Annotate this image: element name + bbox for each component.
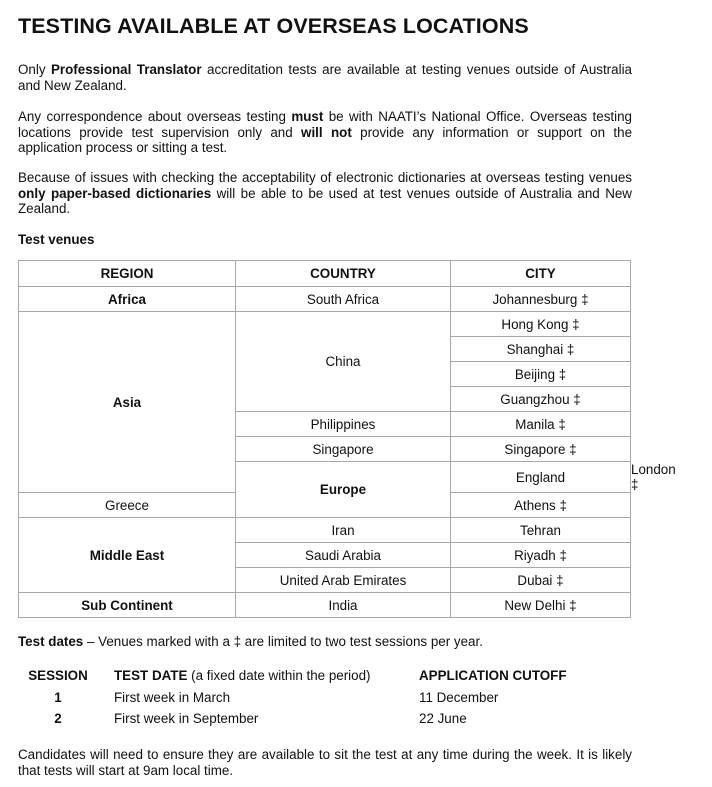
country-cell: India <box>236 593 451 618</box>
session-test-date: First week in September <box>114 711 259 726</box>
region-cell: Europe <box>236 462 451 518</box>
table-row <box>19 287 631 312</box>
application-cutoff-column-header: APPLICATION CUTOFF <box>419 668 567 683</box>
region-cell: Sub Continent <box>19 593 236 618</box>
city-cell: Riyadh ‡ <box>451 543 631 568</box>
session-test-date: First week in March <box>114 689 231 705</box>
city-cell: Dubai ‡ <box>451 568 631 593</box>
city-cell: Athens ‡ <box>451 493 631 518</box>
city-cell: Guangzhou ‡ <box>451 387 631 412</box>
column-header-region: REGION <box>19 261 236 287</box>
country-cell: Philippines <box>236 412 451 437</box>
country-cell: China <box>236 312 451 412</box>
test-date-column-header: TEST DATE (a fixed date within the period) <box>114 668 371 683</box>
sessions-table <box>18 668 638 733</box>
city-cell: Hong Kong ‡ <box>451 312 631 337</box>
test-venues-heading: Test venues <box>18 232 95 247</box>
table-header-row <box>19 261 631 287</box>
session-column-header: SESSION <box>28 668 88 683</box>
region-cell: Africa <box>19 287 236 312</box>
session-number: 1 <box>54 689 62 705</box>
country-cell: Greece <box>19 493 236 518</box>
city-cell: Tehran <box>451 518 631 543</box>
paragraph-correspondence: Any correspondence about overseas testing must be with NAATI’s National Office. Overseas testing locations provide test supervision only and will not provide any information or support on the application process or sitting a test. <box>18 109 633 156</box>
city-cell: New Delhi ‡ <box>451 593 631 618</box>
paragraph-translator-only: Only Professional Translator accreditation tests are available at testing venues outside of Australia and New Zealand. <box>18 62 632 93</box>
session-cutoff: 22 June <box>419 711 467 726</box>
table-row <box>19 593 631 618</box>
country-cell: United Arab Emirates <box>236 568 451 593</box>
region-cell: Asia <box>19 312 236 493</box>
country-cell: England <box>451 462 631 493</box>
country-cell: Singapore <box>236 437 451 462</box>
column-header-city: CITY <box>451 261 631 287</box>
session-cutoff: 11 December <box>419 689 499 705</box>
page-title: TESTING AVAILABLE AT OVERSEAS LOCATIONS <box>18 14 529 38</box>
city-cell: Johannesburg ‡ <box>451 287 631 312</box>
footer-note: Candidates will need to ensure they are available to sit the test at any time during the week. It is likely that tests will start at 9am local time. <box>18 747 632 778</box>
table-row: Europe England London ‡ <box>19 462 631 493</box>
table-row <box>19 518 631 543</box>
city-cell: Manila ‡ <box>451 412 631 437</box>
country-cell: Saudi Arabia <box>236 543 451 568</box>
region-cell: Middle East <box>19 518 236 593</box>
city-cell: Shanghai ‡ <box>451 337 631 362</box>
paragraph-dictionaries: Because of issues with checking the acceptability of electronic dictionaries at overseas testing venues only paper-based dictionaries will be able to be used at test venues outside of Australia and New Zealand. <box>18 170 632 217</box>
session-number: 2 <box>54 711 62 726</box>
session-row <box>18 711 638 733</box>
test-dates-note: Test dates – Venues marked with a ‡ are limited to two test sessions per year. <box>18 634 483 649</box>
column-header-country: COUNTRY <box>236 261 451 287</box>
sessions-header-row <box>18 668 638 690</box>
test-venues-table <box>18 260 676 618</box>
city-cell: Beijing ‡ <box>451 362 631 387</box>
table-row <box>19 312 631 337</box>
country-cell: Iran <box>236 518 451 543</box>
session-row <box>18 690 638 712</box>
city-cell: Singapore ‡ <box>451 437 631 462</box>
country-cell: South Africa <box>236 287 451 312</box>
